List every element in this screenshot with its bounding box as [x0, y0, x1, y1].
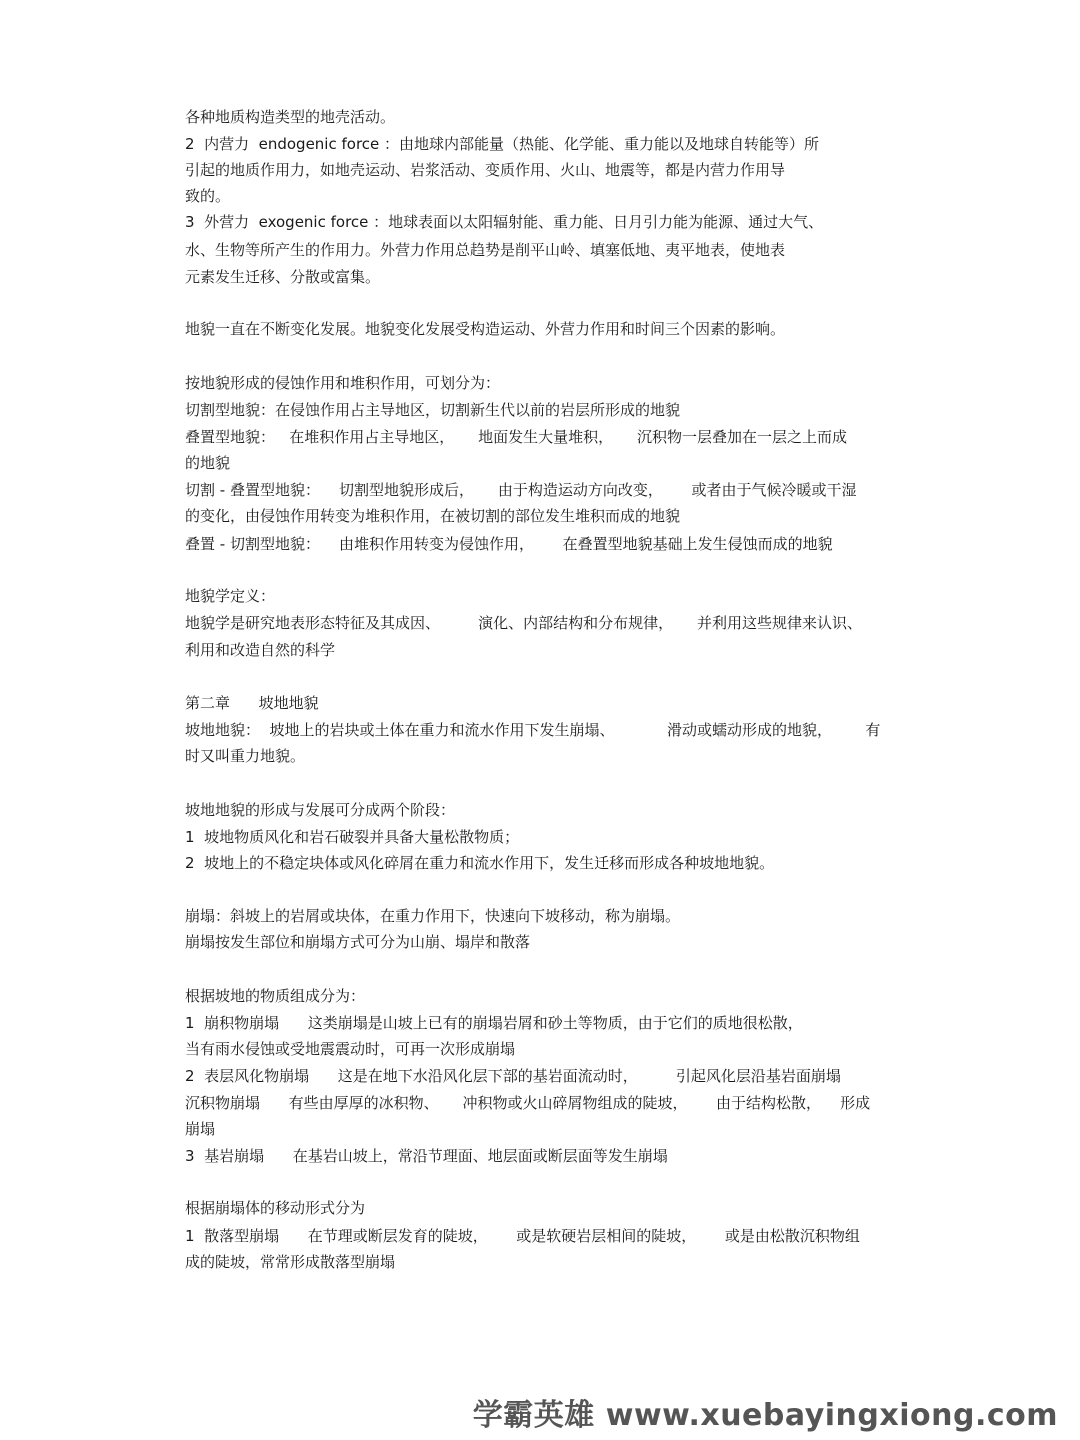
chapter-heading: 第二章 坡地地貌 — [185, 694, 319, 712]
text-line: 2 内营力 endogenic force ：由地球内部能量（热能、化学能、重力能以及地球自转能等）所 — [185, 135, 820, 153]
text-line: 叠置型地貌： 在堆积作用占主导地区， 地面发生大量堆积， 沉积物一层叠加在一层之上而成 — [185, 428, 847, 446]
text-line: 坡地地貌的形成与发展可分成两个阶段： — [185, 801, 456, 819]
text-line: 致的。 — [185, 187, 231, 205]
text-line: 地貌学定义： — [185, 587, 276, 605]
text-line: 3 外营力 exogenic force ：地球表面以太阳辐射能、重力能、日月引力能为能源、通过大气、 — [185, 213, 824, 231]
text-line: 地貌一直在不断变化发展。地貌变化发展受构造运动、外营力作用和时间三个因素的影响。 — [185, 320, 786, 338]
text-line: 切割型地貌：在侵蚀作用占主导地区，切割新生代以前的岩层所形成的地貌 — [185, 401, 681, 419]
text-line: 利用和改造自然的科学 — [185, 641, 336, 659]
text-line: 当有雨水侵蚀或受地震震动时，可再一次形成崩塌 — [185, 1040, 516, 1058]
text-line: 元素发生迁移、分散或富集。 — [185, 268, 381, 286]
text-line: 水、生物等所产生的作用力。外营力作用总趋势是削平山岭、填塞低地、夷平地表，使地表 — [185, 241, 786, 259]
text-line: 时又叫重力地貌。 — [185, 747, 306, 765]
text-line: 叠置 - 切割型地貌： 由堆积作用转变为侵蚀作用， 在叠置型地貌基础上发生侵蚀而成的地貌 — [185, 535, 833, 553]
text-line: 引起的地质作用力，如地壳运动、岩浆活动、变质作用、火山、地震等，都是内营力作用导 — [185, 161, 786, 179]
text-line: 各种地质构造类型的地壳活动。 — [185, 108, 396, 126]
text-line: 坡地地貌： 坡地上的岩块或土体在重力和流水作用下发生崩塌、 滑动或蠕动形成的地貌， 有 — [185, 721, 881, 739]
text-line: 按地貌形成的侵蚀作用和堆积作用，可划分为： — [185, 374, 501, 392]
text-line: 崩塌按发生部位和崩塌方式可分为山崩、塌岸和散落 — [185, 933, 531, 951]
text-line: 崩塌 — [185, 1120, 216, 1138]
text-line: 成的陡坡，常常形成散落型崩塌 — [185, 1253, 396, 1271]
text-line: 2 表层风化物崩塌 这是在地下水沿风化层下部的基岩面流动时， 引起风化层沿基岩面崩塌 — [185, 1067, 841, 1085]
text-line: 切割 - 叠置型地貌： 切割型地貌形成后， 由于构造运动方向改变， 或者由于气候冷暖或干湿 — [185, 481, 857, 499]
text-line: 沉积物崩塌 有些由厚厚的冰积物、 冲积物或火山碎屑物组成的陡坡， 由于结构松散， 形成 — [185, 1094, 871, 1112]
text-line: 的地貌 — [185, 454, 231, 472]
text-line: 1 崩积物崩塌 这类崩塌是山坡上已有的崩塌岩屑和砂土等物质，由于它们的质地很松散， — [185, 1014, 803, 1032]
text-line: 根据崩塌体的移动形式分为 — [185, 1199, 366, 1217]
text-line: 根据坡地的物质组成分为： — [185, 987, 366, 1005]
text-line: 1 坡地物质风化和岩石破裂并具备大量松散物质； — [185, 828, 520, 846]
text-line: 3 基岩崩塌 在基岩山坡上，常沿节理面、地层面或断层面等发生崩塌 — [185, 1147, 668, 1165]
text-line: 的变化，由侵蚀作用转变为堆积作用，在被切割的部位发生堆积而成的地貌 — [185, 507, 681, 525]
text-line: 1 散落型崩塌 在节理或断层发育的陡坡， 或是软硬岩层相间的陡坡， 或是由松散沉积物组 — [185, 1227, 860, 1245]
text-line: 2 坡地上的不稳定块体或风化碎屑在重力和流水作用下，发生迁移而形成各种坡地地貌。 — [185, 854, 775, 872]
site-watermark: 学霸英雄 www.xuebayingxiong.com — [472, 1398, 1058, 1433]
text-line: 崩塌：斜坡上的岩屑或块体，在重力作用下，快速向下坡移动，称为崩塌。 — [185, 907, 681, 925]
text-line: 地貌学是研究地表形态特征及其成因、 演化、内部结构和分布规律， 并利用这些规律来认识、 — [185, 614, 862, 632]
